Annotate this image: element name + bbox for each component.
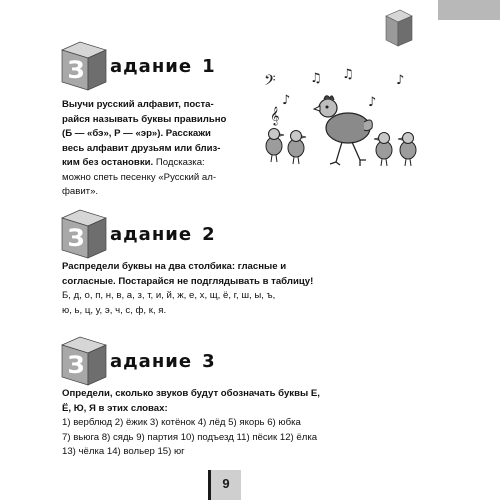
task-3-title [110,351,216,372]
corner-tab [438,0,500,20]
text-line: Ё, Ю, Я в этих словах: [62,402,168,414]
singing-birds-illustration [260,66,430,176]
hint-label: Подсказка: [155,157,205,168]
task-1-text [62,98,252,200]
svg-text:𝄞: 𝄞 [270,106,280,125]
cube-letter: З [67,224,85,252]
words-line: 7) вьюга 8) сядь 9) партия 10) подъезд 11) пёсик 12) ёлка [62,431,318,443]
text-line: Распредели буквы на два столбика: гласные и [62,261,287,272]
task-2-title [110,224,216,245]
task-number: 3 [202,351,216,372]
task-2-header [60,208,360,260]
task-title-text: адание [110,56,193,77]
text-line: Выучи русский алфавит, поста- [62,99,214,110]
task-title-text: адание [110,224,193,245]
svg-text:♪: ♪ [396,73,405,88]
cube-letter: З [67,351,85,379]
letters-line: ю, ь, ц, у, э, ч, с, ф, к, я. [62,304,167,316]
task-title-text: адание [110,351,193,372]
svg-text:♪: ♪ [368,95,377,110]
text-line: весь алфавит друзьям или близ- [62,142,221,154]
letters-line: Б, д, о, п, н, в, а, з, т, и, й, ж, е, х, щ, ё, г, ш, ы, ъ, [62,290,276,301]
svg-text:♫: ♫ [310,71,322,86]
chick-icon [266,129,284,163]
page-number: 9 [208,470,241,500]
text-line: райся называть буквы правильно [62,113,227,125]
text-line: Определи, сколько звуков будут обозначать буквы Е, [62,388,320,399]
task-1-title [110,56,216,77]
task-number: 1 [202,56,216,77]
text-line: (Б — «бэ», Р — «эр»). Расскажи [62,128,211,139]
cube-letter: З [67,56,85,84]
text-line: согласные. Постарайся не подглядывать в таблицу! [62,275,314,287]
hint-line: фавит». [62,186,99,197]
task-3-text [62,387,398,460]
text-line: ким без остановки. [62,157,154,168]
words-line: 13) чёлка 14) вольер 15) юг [62,446,185,457]
chick-icon [288,131,306,165]
svg-text:𝄢: 𝄢 [264,72,276,93]
svg-text:♪: ♪ [282,93,291,108]
words-line: 1) верблюд 2) ёжик 3) котёнок 4) лёд 5) якорь 6) юбка [62,417,301,428]
chick-icon [374,133,392,167]
corner-cube-icon [384,8,414,48]
chick-icon [398,133,416,167]
task-2-text [62,260,398,318]
task-number: 2 [202,224,216,245]
hen-icon [314,96,372,166]
svg-text:♫: ♫ [342,67,354,82]
task-3-header [60,335,360,387]
hint-line: можно спеть песенку «Русский ал- [62,171,217,183]
